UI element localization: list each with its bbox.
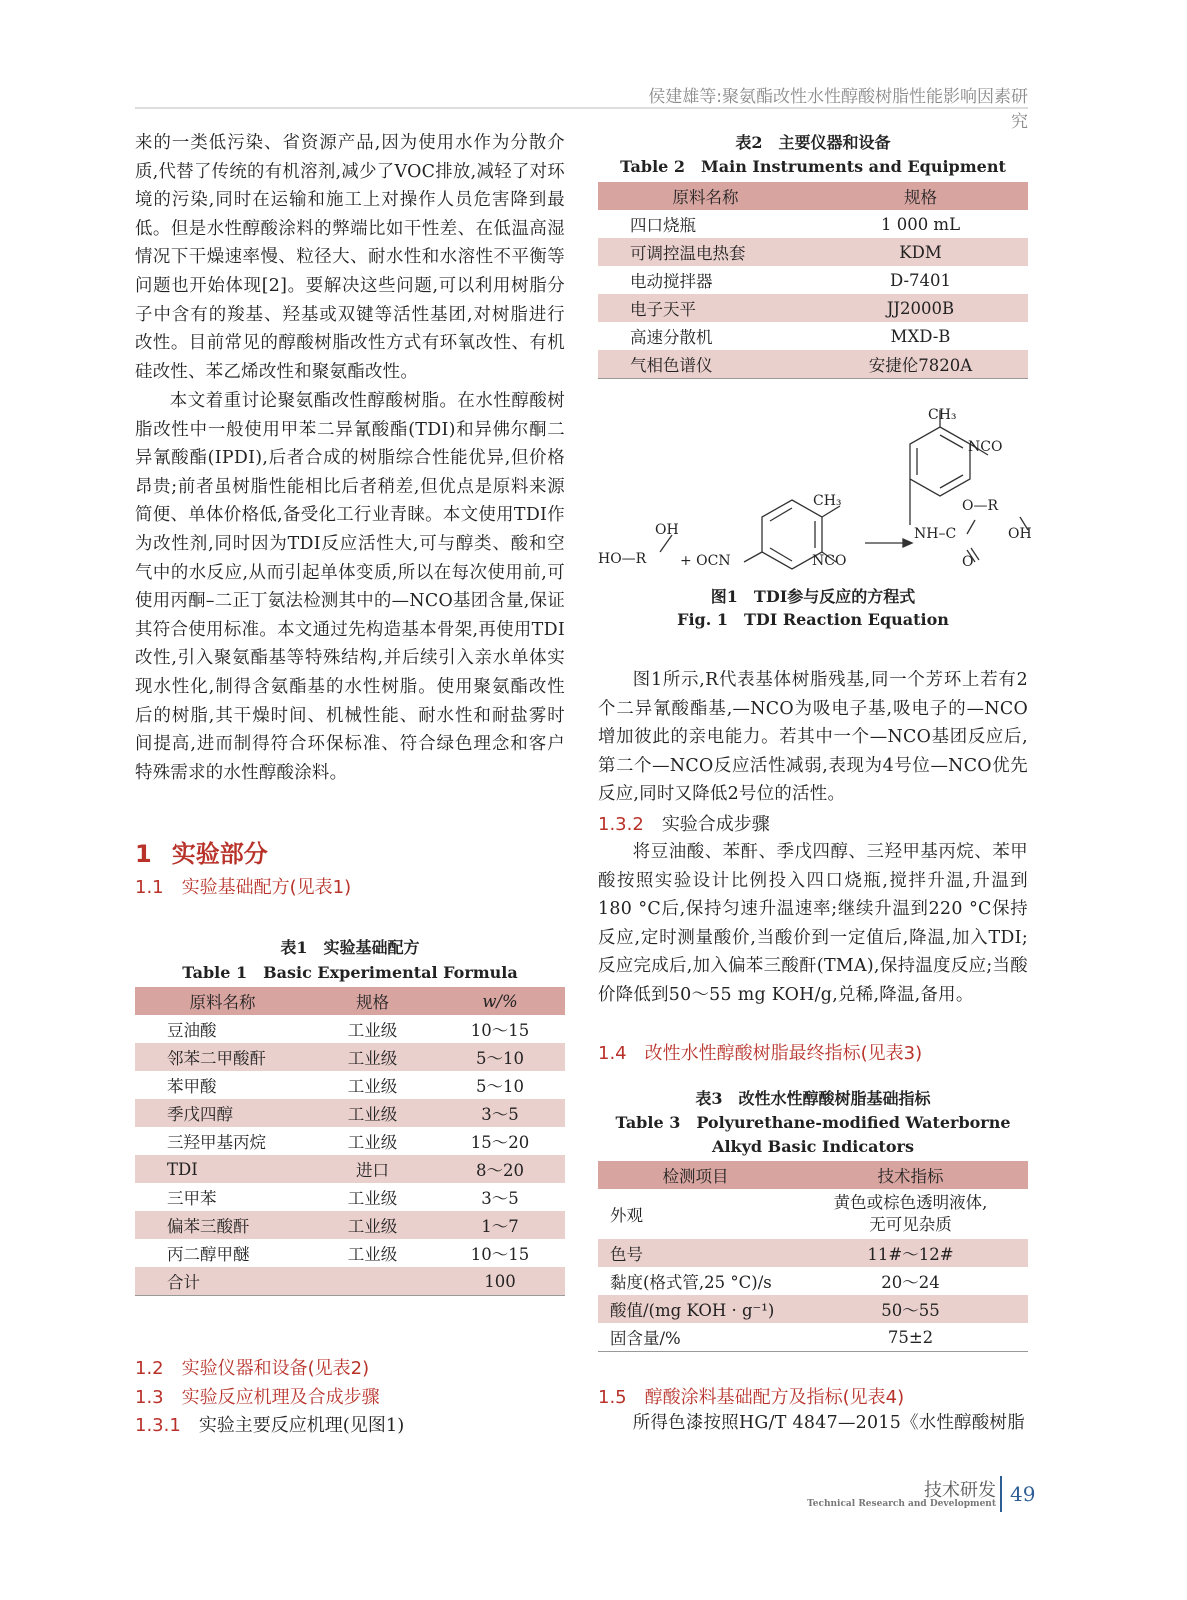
- label-ocn: + OCN: [680, 553, 731, 569]
- table-cell: 丙二醇甲醚: [167, 1245, 250, 1264]
- subsection-number: 1.1: [135, 877, 164, 898]
- subsection-heading-1-3-2: [598, 810, 770, 836]
- table2-caption-en: Table 2 Main Instruments and Equipment: [620, 157, 1006, 176]
- label-oh: OH: [655, 522, 679, 538]
- table-cell: 工业级: [347, 1133, 398, 1152]
- table1-caption-cn: 表1 实验基础配方: [280, 938, 420, 957]
- table-cell: 苯甲酸: [167, 1077, 217, 1096]
- subsection-number: 1.3: [135, 1387, 164, 1408]
- footer-section-en: Technical Research and Development: [807, 1499, 996, 1509]
- table-cell: 外观: [610, 1206, 643, 1225]
- table-cell: 工业级: [347, 1217, 398, 1236]
- column-header: 规格: [356, 993, 389, 1012]
- header-divider: [135, 107, 1028, 109]
- column-header: w/%: [482, 991, 518, 1011]
- column-header: 技术指标: [877, 1167, 944, 1186]
- table-cell: 合计: [167, 1273, 200, 1292]
- figure1-caption-cn: 图1 TDI参与反应的方程式: [710, 587, 916, 606]
- table-cell: 1 000 mL: [880, 214, 961, 234]
- table-cell: 工业级: [347, 1021, 398, 1040]
- label-nco: NCO: [968, 439, 1003, 455]
- subsection-heading-1-4: [598, 1039, 922, 1065]
- subsection-number: 1.5: [598, 1387, 627, 1408]
- subsection-title: 醇酸涂料基础配方及指标(见表4): [644, 1387, 905, 1408]
- table-cell: 偏苯三酸酐: [167, 1217, 250, 1236]
- table-cell: 10～15: [470, 1245, 530, 1264]
- table-row: [135, 1267, 565, 1296]
- subsection-title: 改性水性醇酸树脂最终指标(见表3): [644, 1043, 923, 1064]
- table-row: [598, 238, 1028, 266]
- table-cell: JJ2000B: [886, 298, 955, 318]
- subsection-heading-1-1: [135, 873, 351, 899]
- benzene-ring: [910, 427, 970, 496]
- table-row: [135, 1183, 565, 1211]
- table-row: [598, 210, 1028, 238]
- label-o: O: [962, 554, 974, 570]
- table-cell: 黄色或棕色透明液体, 无可见杂质: [833, 1193, 988, 1234]
- table-header-row: [598, 182, 1028, 210]
- label-o-r: O—R: [962, 498, 999, 514]
- table-cell: 三羟甲基丙烷: [167, 1133, 266, 1152]
- table-cell: 50～55: [881, 1301, 940, 1320]
- section-title: 实验部分: [171, 840, 268, 868]
- table-row: [598, 1239, 1028, 1267]
- table2-caption-cn: 表2 主要仪器和设备: [735, 133, 891, 152]
- paragraph-intro: 来的一类低污染、省资源产品,因为使用水作为分散介质,代替了传统的有机溶剂,减少了VOC排放,减轻了对环境的污染,同时在运输和施工上对操作人员危害降到最低。但是水性醇酸涂料的弊端比如干性差、在低温高湿情况下干燥速率慢、粒径大、耐水性和水溶性不平衡等问题也开始体现[2]。要解决这些问题,可以利用树脂分子中含有的羧基、羟基或双键等活性基团,对树脂进行改性。目前常见的醇酸树脂改性方式有环氧改性、有机硅改性、苯乙烯改性和聚氨酯改性。: [135, 133, 565, 382]
- subsection-title: 实验仪器和设备(见表2): [181, 1358, 370, 1379]
- label-ch3: CH₃: [928, 407, 957, 423]
- table-row: [135, 1043, 565, 1071]
- table-row: [135, 1239, 565, 1267]
- table2: [598, 182, 1028, 379]
- subsection-heading-1-3: [135, 1383, 380, 1409]
- subsection-title: 实验合成步骤: [661, 814, 770, 835]
- subsection-title: 实验反应机理及合成步骤: [181, 1387, 380, 1408]
- table-cell: 黏度(格式管,25 °C)/s: [610, 1273, 772, 1292]
- table-cell: 季戊四醇: [167, 1105, 233, 1124]
- table-cell: 75±2: [887, 1327, 934, 1347]
- table-cell: 5～10: [476, 1077, 524, 1096]
- table-cell: 11#～12#: [867, 1245, 954, 1264]
- table-row: [598, 1189, 1028, 1239]
- footer-divider: [1000, 1476, 1002, 1512]
- label-nco: NCO: [812, 553, 847, 569]
- table-cell: 工业级: [347, 1077, 398, 1096]
- section-heading-1: [135, 834, 268, 869]
- table-cell: TDI: [167, 1159, 198, 1179]
- table-cell: 安捷伦7820A: [868, 356, 973, 375]
- table-cell: 20～24: [881, 1273, 940, 1292]
- label-ch3: CH₃: [813, 493, 842, 509]
- table-row: [135, 1155, 565, 1183]
- paragraph-tdi: 本文着重讨论聚氨酯改性醇酸树脂。在水性醇酸树脂改性中一般使用甲苯二异氰酸酯(TDI)和异佛尔酮二异氰酸酯(IPDI),后者合成的树脂综合性能优异,但价格昂贵;前者虽树脂性能相比后者稍差,但优点是原料来源简便、单体价格低,备受化工行业青睐。本文使用TDI作为改性剂,同时因为TDI反应活性大,可与醇类、酸和空气中的水反应,从而引起单体变质,所以在每次使用前,可使用丙酮–二正丁氨法检测其中的—NCO基团含量,保证其符合使用标准。本文通过先构造基本骨架,再使用TDI改性,引入聚氨酯基等特殊结构,并后续引入亲水单体实现水性化,制得含氨酯基的水性树脂。使用聚氨酯改性后的树脂,其干燥时间、机械性能、耐水性和耐盐雾时间提高,进而制得符合环保标准、符合绿色理念和客户特殊需求的水性醇酸涂料。: [135, 391, 566, 783]
- table-row: [598, 350, 1028, 379]
- table-row: [135, 1071, 565, 1099]
- subsection-number: 1.2: [135, 1358, 164, 1379]
- footer-section-cn: 技术研发: [924, 1480, 996, 1501]
- table-cell: 工业级: [347, 1189, 398, 1208]
- column-header: 原料名称: [189, 993, 256, 1012]
- column-header: 规格: [904, 188, 937, 207]
- table-cell: 色号: [610, 1245, 643, 1264]
- table-cell: 气相色谱仪: [630, 356, 713, 375]
- table-cell: D-7401: [889, 270, 952, 290]
- column-header: 检测项目: [662, 1167, 729, 1186]
- table-cell: 1～7: [481, 1217, 519, 1236]
- table-row: [598, 266, 1028, 294]
- table-cell: [310, 1267, 435, 1296]
- table-cell: 可调控温电热套: [630, 244, 746, 263]
- running-title: 侯建雄等:聚氨酯改性水性醇酸树脂性能影响因素研究: [648, 87, 1028, 132]
- table-cell: 固含量/%: [610, 1329, 681, 1348]
- table-row: [135, 1015, 565, 1043]
- table-cell: 工业级: [347, 1105, 398, 1124]
- table-cell: 电子天平: [630, 300, 696, 319]
- label-oh: OH: [1008, 526, 1032, 542]
- table-cell: 100: [484, 1271, 516, 1291]
- subsection-heading-1-2: [135, 1354, 369, 1380]
- table-cell: 工业级: [347, 1049, 398, 1068]
- column-header: 原料名称: [672, 188, 739, 207]
- label-ho-r: HO—R: [598, 551, 647, 567]
- table-header-row: [135, 987, 565, 1015]
- table-cell: 8～20: [476, 1161, 524, 1180]
- subsection-number: 1.3.2: [598, 814, 644, 835]
- table3: [598, 1161, 1028, 1352]
- table-header-row: [598, 1161, 1028, 1189]
- subsection-number: 1.4: [598, 1043, 627, 1064]
- figure1-reaction-diagram: [590, 395, 1040, 580]
- table-row: [598, 1323, 1028, 1352]
- table1: [135, 987, 565, 1296]
- section-number: 1: [135, 840, 152, 868]
- table-row: [135, 1211, 565, 1239]
- table-cell: 进口: [356, 1161, 389, 1180]
- table-cell: 酸值/(mg KOH · g⁻¹): [610, 1301, 775, 1320]
- table-cell: 3～5: [481, 1189, 519, 1208]
- table-cell: MXD-B: [890, 326, 951, 346]
- paragraph-paint: 所得色漆按照HG/T 4847—2015《水性醇酸树脂: [632, 1413, 1025, 1433]
- paragraph-synthesis: 将豆油酸、苯酐、季戊四醇、三羟甲基丙烷、苯甲酸按照实验设计比例投入四口烧瓶,搅拌升温,升温到180 °C后,保持匀速升温速率;继续升温到220 °C保持反应,定时测量酸价,当酸价到一定值后,降温,加入TDI;反应完成后,加入偏苯三酸酐(TMA),保持温度反应;当酸价降低到50～55 mg KOH/g,兑稀,降温,备用。: [598, 842, 1028, 1005]
- table-row: [598, 1267, 1028, 1295]
- table-cell: 工业级: [347, 1245, 398, 1264]
- subsection-heading-1-3-1: [135, 1411, 404, 1437]
- table3-caption-cn: 表3 改性水性醇酸树脂基础指标: [695, 1089, 931, 1108]
- paragraph-mechanism: 图1所示,R代表基体树脂残基,同一个芳环上若有2个二异氰酸酯基,—NCO为吸电子基,吸电子的—NCO增加彼此的亲电能力。若其中一个—NCO基团反应后,第二个—NCO反应活性减弱,表现为4号位—NCO优先反应,同时又降低2号位的活性。: [598, 670, 1028, 805]
- table-cell: KDM: [899, 242, 942, 262]
- table-cell: 电动搅拌器: [630, 272, 713, 291]
- table-row: [135, 1099, 565, 1127]
- subsection-number: 1.3.1: [135, 1415, 181, 1436]
- page-number: 49: [1010, 1482, 1036, 1506]
- table-row: [135, 1127, 565, 1155]
- table-cell: 5～10: [476, 1049, 524, 1068]
- table-row: [598, 1295, 1028, 1323]
- table-cell: 高速分散机: [630, 328, 713, 347]
- table-cell: 10～15: [470, 1021, 530, 1040]
- subsection-title: 实验主要反应机理(见图1): [198, 1415, 405, 1436]
- table-cell: 15～20: [470, 1133, 530, 1152]
- table-cell: 邻苯二甲酸酐: [167, 1049, 266, 1068]
- table-cell: 四口烧瓶: [630, 216, 696, 235]
- subsection-title: 实验基础配方(见表1): [181, 877, 352, 898]
- figure1-caption-en: Fig. 1 TDI Reaction Equation: [677, 610, 949, 629]
- table-row: [598, 322, 1028, 350]
- table-cell: 豆油酸: [167, 1021, 217, 1040]
- table-cell: 3～5: [481, 1105, 519, 1124]
- subsection-heading-1-5: [598, 1383, 904, 1409]
- table1-caption-en: Table 1 Basic Experimental Formula: [182, 963, 518, 982]
- table-row: [598, 294, 1028, 322]
- table3-caption-en: Table 3 Polyurethane-modified Waterborne Alkyd Basic Indicators: [615, 1113, 1011, 1156]
- label-nh-c: NH–C: [914, 526, 957, 542]
- table-cell: 三甲苯: [167, 1189, 217, 1208]
